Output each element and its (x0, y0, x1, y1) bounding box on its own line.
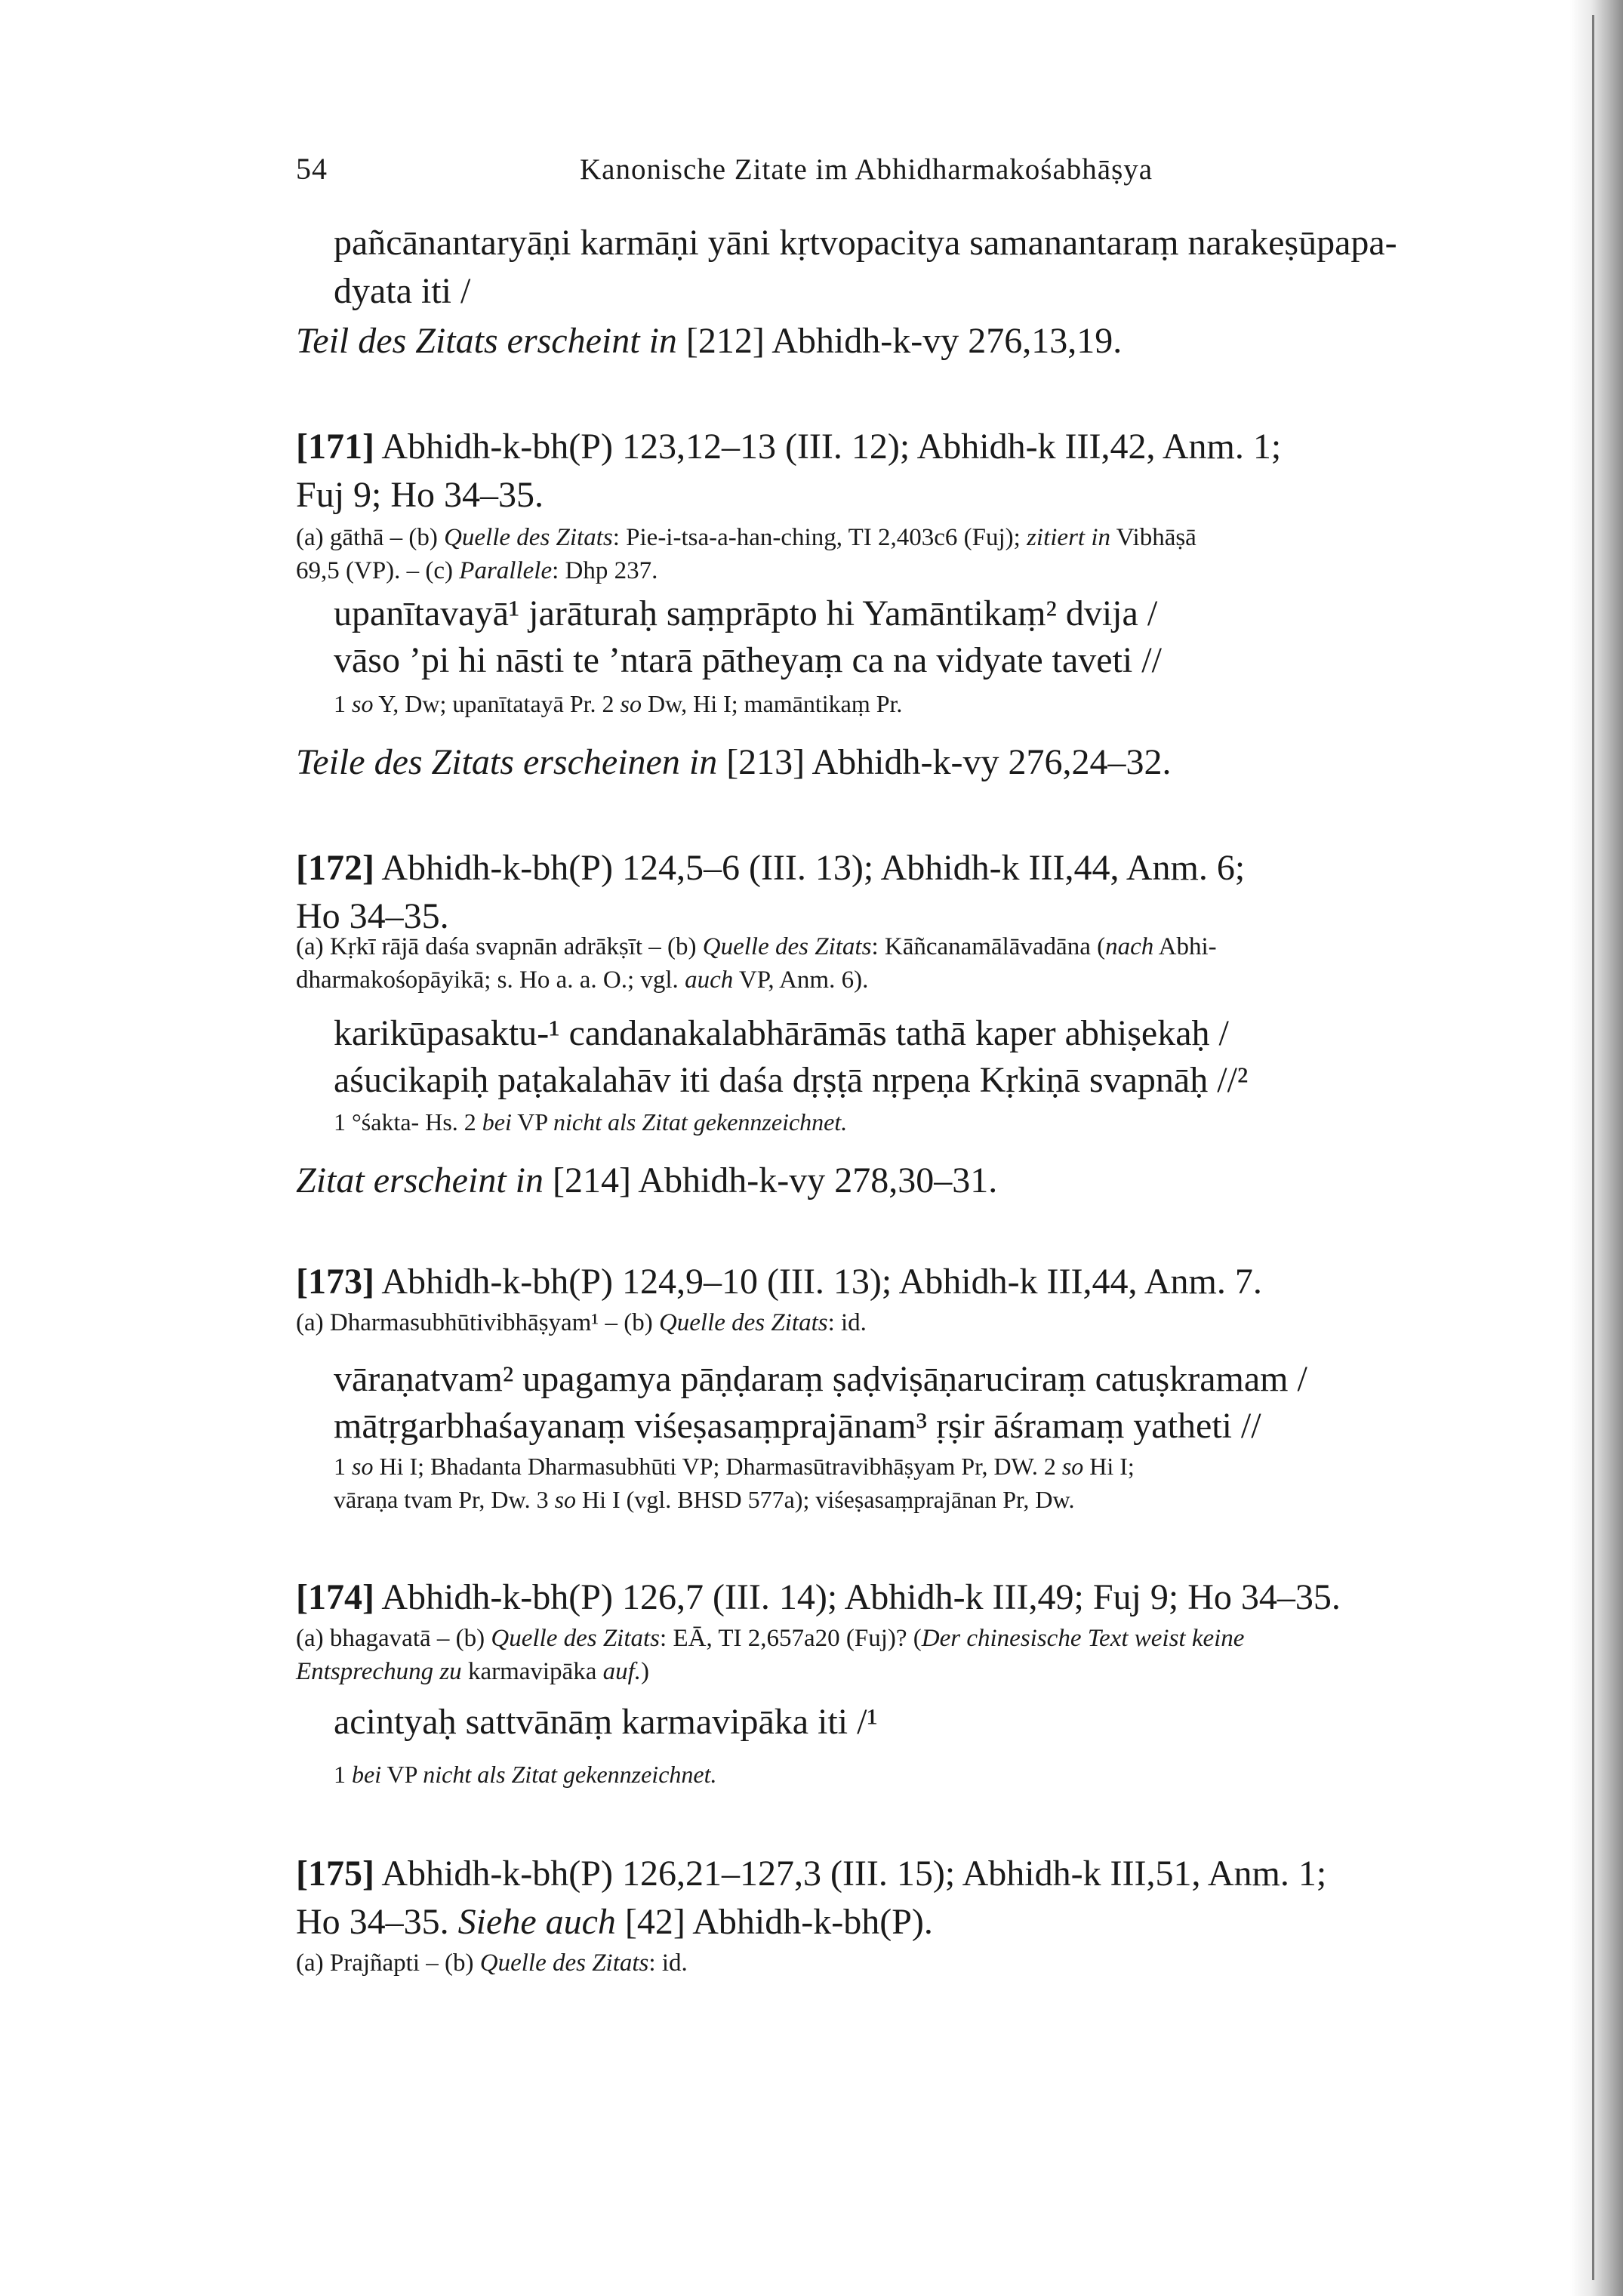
note-text: 1 (334, 690, 352, 717)
entry-173-id: [173] (296, 1262, 374, 1302)
note-text: vāraṇa tvam Pr, Dw. 3 (334, 1486, 555, 1513)
note-text: VP (381, 1761, 423, 1788)
entry-174-heading-line1: Abhidh-k-bh(P) 126,7 (III. 14); Abhidh-k III,49; Fuj 9; Ho 34–35. (374, 1577, 1341, 1617)
intro-quote (334, 219, 1466, 316)
note-text: Hi I; (1083, 1453, 1135, 1480)
meta-text: Vibhāṣā (1110, 524, 1196, 551)
entry-174-verse-line1: acintyaḥ sattvānāṃ karmavipāka iti /¹ (334, 1702, 878, 1742)
note-text: 1 (334, 1761, 352, 1788)
entry-173-heading-line1: Abhidh-k-bh(P) 124,9–10 (III. 13); Abhidh-k III,44, Anm. 7. (374, 1262, 1262, 1302)
heading-text: Ho 34–35. (296, 1902, 458, 1942)
note-italic: so (352, 690, 374, 717)
note-text: Hi I (vgl. BHSD 577a); viśeṣasaṃprajānan Pr, Dw. (576, 1486, 1075, 1513)
meta-italic: Quelle des Zitats (444, 524, 613, 551)
entry-172-heading-line2: Ho 34–35. (296, 896, 449, 936)
scan-shadow-line (1592, 15, 1594, 2280)
entry-172-id: [172] (296, 848, 374, 888)
entry-173-verse-line1: vāraṇatvam² upagamya pāṇḍaraṃ ṣaḍviṣāṇaruciraṃ catuṣkramam / (334, 1359, 1307, 1399)
entry-173-verse-line2: mātṛgarbhaśayanaṃ viśeṣasaṃprajānam³ ṛṣir āśramaṃ yatheti // (334, 1406, 1261, 1446)
entry-173-footnotes (334, 1450, 1466, 1516)
entry-172-verse-line1: karikūpasaktu-¹ candanakalabhārāmās tathā kaper abhiṣekaḥ / (334, 1013, 1229, 1053)
note-text: Y, Dw; upanītatayā Pr. 2 (373, 690, 621, 717)
meta-italic: Quelle des Zitats (479, 1949, 649, 1977)
entry-174-verse (334, 1699, 1466, 1746)
meta-text: 69,5 (VP). – (c) (296, 557, 460, 584)
heading-italic: Siehe auch (457, 1902, 616, 1942)
entry-172-heading-line1: Abhidh-k-bh(P) 124,5–6 (III. 13); Abhidh-k III,44, Anm. 6; (374, 848, 1246, 888)
entry-175-heading (296, 1850, 1466, 1946)
entry-171-meta (296, 521, 1466, 587)
entry-173-meta (296, 1306, 1466, 1339)
entry-171-verse-line2: vāso ’pi hi nāsti te ’ntarā pātheyaṃ ca na vidyate taveti // (334, 640, 1162, 680)
intro-quote-line1: pañcānantaryāṇi karmāṇi yāni kṛtvopacitya samanantaraṃ narakeṣūpapa- (334, 223, 1397, 263)
meta-text: : Pie-i-tsa-a-han-ching, TI 2,403c6 (Fuj); (612, 524, 1027, 551)
reference-label: Teile des Zitats erscheinen in (296, 742, 718, 782)
meta-italic: nach (1105, 933, 1154, 960)
entry-171-verse-line1: upanītavayā¹ jarāturaḥ saṃprāpto hi Yamāntikaṃ² dvija / (334, 593, 1158, 633)
meta-italic: auf. (602, 1658, 642, 1685)
entry-173-verse (334, 1356, 1466, 1450)
intro-quote-line2: dyata iti / (334, 271, 471, 311)
meta-italic: Quelle des Zitats (658, 1309, 828, 1336)
entry-171-heading-line1: Abhidh-k-bh(P) 123,12–13 (III. 12); Abhidh-k III,42, Anm. 1; (374, 427, 1282, 467)
meta-text: : id. (827, 1309, 867, 1336)
meta-italic: Der chinesische Text weist keine (921, 1625, 1245, 1652)
entry-175-id: [175] (296, 1854, 374, 1894)
note-italic: nicht als Zitat gekennzeichnet. (423, 1761, 717, 1788)
entry-172-verse-line2: aśucikapiḥ paṭakalahāv iti daśa dṛṣṭā nṛpeṇa Kṛkiṇā svapnāḥ //² (334, 1060, 1249, 1100)
entry-172-meta (296, 930, 1466, 997)
intro-reference (296, 317, 1466, 365)
heading-text: [42] Abhidh-k-bh(P). (615, 1902, 933, 1942)
running-title: Kanonische Zitate im Abhidharmakośabhāṣya (580, 153, 1153, 186)
entry-174-heading (296, 1573, 1466, 1622)
note-italic: so (1061, 1453, 1084, 1480)
meta-text: : Kāñcanamālāvadāna ( (871, 933, 1106, 960)
note-italic: bei (482, 1108, 512, 1136)
note-italic: bei (352, 1761, 382, 1788)
meta-italic: Parallele (459, 557, 553, 584)
meta-text: karmavipāka (461, 1658, 603, 1685)
meta-italic: Quelle des Zitats (702, 933, 872, 960)
meta-italic: Entsprechung zu (296, 1658, 462, 1685)
meta-text: : id. (648, 1949, 688, 1977)
meta-text: : EĀ, TI 2,657a20 (Fuj)? ( (660, 1625, 922, 1652)
intro-reference-target: [212] Abhidh-k-vy 276,13,19. (676, 321, 1123, 361)
entry-171-reference (296, 738, 1466, 787)
meta-text: (a) Prajñapti – (b) (296, 1949, 480, 1977)
entry-171-heading-line2: Fuj 9; Ho 34–35. (296, 475, 544, 515)
meta-text: Abhi- (1153, 933, 1217, 960)
reference-target: [214] Abhidh-k-vy 278,30–31. (543, 1160, 998, 1200)
note-text: Hi I; Bhadanta Dharmasubhūti VP; Dharmasūtravibhāṣyam Pr, DW. 2 (373, 1453, 1062, 1480)
meta-italic: zitiert in (1027, 524, 1111, 551)
meta-text: (a) Dharmasubhūtivibhāṣyam¹ – (b) (296, 1309, 659, 1336)
entry-174-meta (296, 1622, 1466, 1688)
meta-text: (a) bhagavatā – (b) (296, 1625, 491, 1652)
meta-text: : Dhp 237. (552, 557, 658, 584)
entry-171-id: [171] (296, 427, 374, 467)
meta-italic: auch (685, 966, 734, 994)
note-italic: so (352, 1453, 374, 1480)
meta-text: (a) Kṛkī rājā daśa svapnān adrākṣīt – (b) (296, 933, 703, 960)
entry-175-heading-line1: Abhidh-k-bh(P) 126,21–127,3 (III. 15); Abhidh-k III,51, Anm. 1; (374, 1854, 1327, 1894)
meta-text: ) (641, 1658, 650, 1685)
entry-175-meta (296, 1946, 1466, 1980)
entry-171-heading (296, 423, 1466, 519)
entry-172-heading (296, 844, 1466, 941)
entry-171-footnotes (334, 687, 1466, 720)
entry-174-footnotes (334, 1758, 1466, 1791)
reference-label: Zitat erscheint in (296, 1160, 544, 1200)
entry-174-id: [174] (296, 1577, 374, 1617)
meta-text: VP, Anm. 6). (733, 966, 869, 994)
entry-172-reference (296, 1157, 1466, 1205)
entry-171-verse (334, 590, 1466, 684)
meta-text: dharmakośopāyikā; s. Ho a. a. O.; vgl. (296, 966, 685, 994)
note-italic: so (554, 1486, 577, 1513)
note-text: VP (511, 1108, 553, 1136)
meta-italic: Quelle des Zitats (491, 1625, 661, 1652)
meta-text: (a) gāthā – (b) (296, 524, 445, 551)
entry-172-footnotes (334, 1105, 1466, 1139)
note-text: 1 (334, 1453, 352, 1480)
note-italic: nicht als Zitat gekennzeichnet. (553, 1108, 848, 1136)
page-number: 54 (296, 152, 328, 186)
entry-172-verse (334, 1010, 1466, 1104)
note-text: 1 °śakta- Hs. 2 (334, 1108, 482, 1136)
reference-target: [213] Abhidh-k-vy 276,24–32. (717, 742, 1172, 782)
scanned-page-edge (1570, 0, 1623, 2296)
note-text: Dw, Hi I; mamāntikaṃ Pr. (641, 690, 903, 717)
note-italic: so (620, 690, 642, 717)
entry-173-heading (296, 1258, 1466, 1306)
intro-reference-label: Teil des Zitats erscheint in (296, 321, 677, 361)
